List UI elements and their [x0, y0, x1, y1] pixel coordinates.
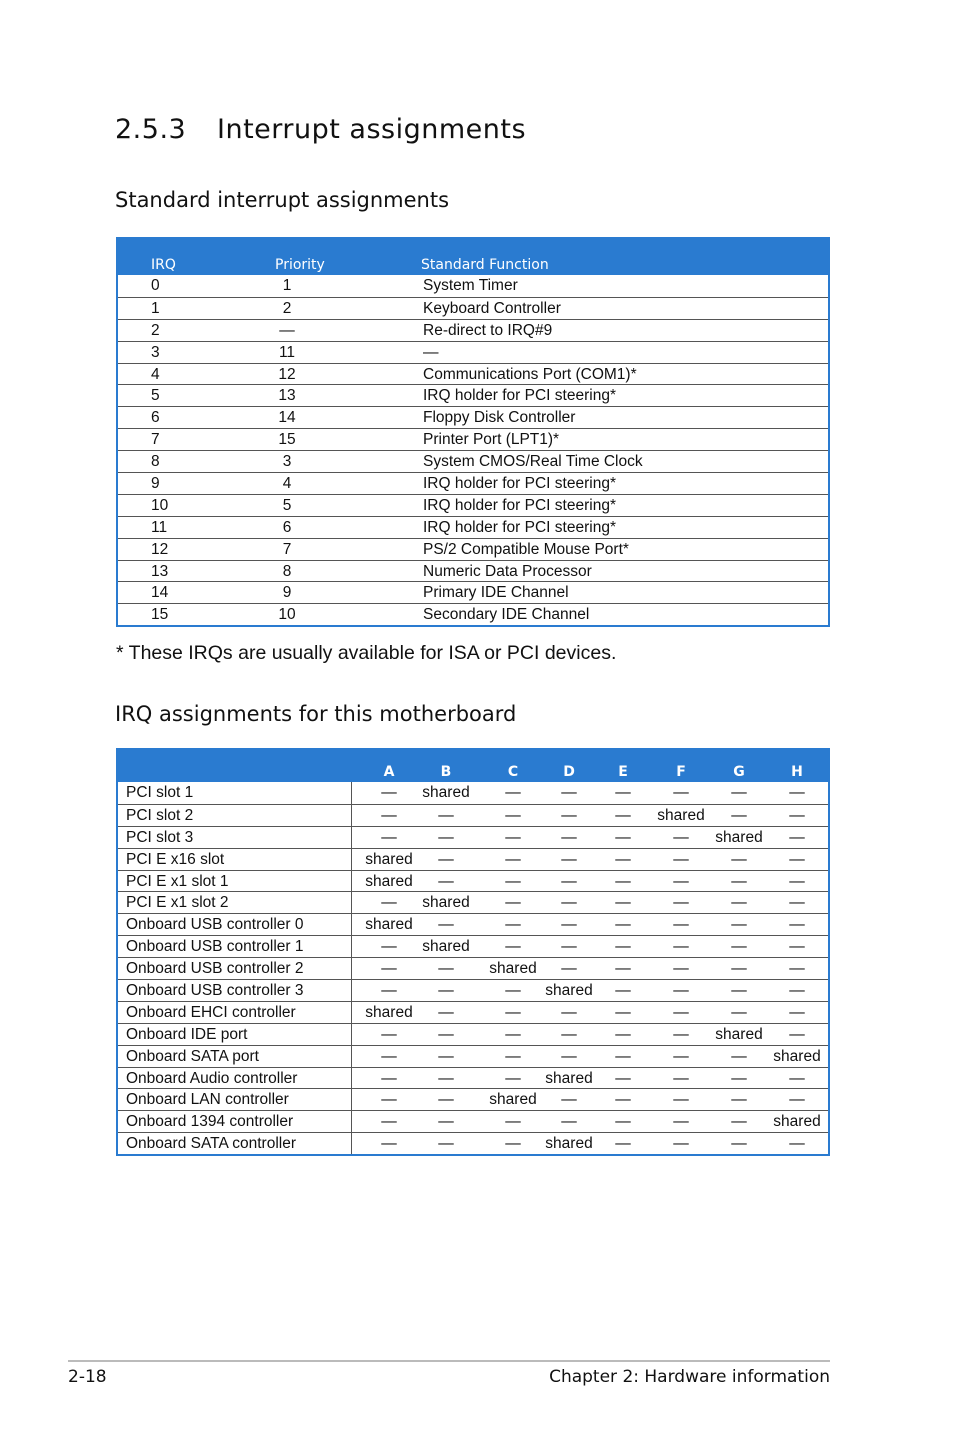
header-priority: Priority	[275, 257, 325, 273]
column-divider	[351, 1068, 352, 1089]
page-number: 2-18	[68, 1367, 107, 1387]
int-cell-d: —	[561, 850, 577, 868]
int-cell-f: —	[673, 916, 689, 934]
device-label: PCI slot 3	[126, 828, 194, 846]
device-label: Onboard EHCI controller	[126, 1003, 296, 1021]
int-cell-d: —	[561, 828, 577, 846]
table-row	[118, 472, 828, 494]
function-cell: Printer Port (LPT1)*	[423, 431, 560, 449]
standard-table-header	[118, 239, 828, 275]
column-divider	[351, 871, 352, 892]
int-cell-b: —	[438, 1025, 454, 1043]
int-cell-e: —	[615, 1091, 631, 1109]
column-divider	[351, 936, 352, 957]
int-cell-g: —	[731, 1135, 747, 1153]
motherboard-table-body	[118, 782, 828, 1154]
int-cell-c: —	[505, 894, 521, 912]
int-cell-c: —	[505, 850, 521, 868]
device-label: PCI E x1 slot 1	[126, 872, 229, 890]
function-cell: IRQ holder for PCI steering*	[423, 518, 616, 536]
header-col-e: E	[618, 764, 628, 780]
function-cell: Re-direct to IRQ#9	[423, 321, 553, 339]
int-cell-f: —	[673, 784, 689, 801]
footer-rule	[68, 1360, 830, 1362]
int-cell-b: —	[438, 850, 454, 868]
priority-cell: 11	[278, 343, 296, 361]
int-cell-h: —	[789, 1069, 805, 1087]
int-cell-e: —	[615, 872, 631, 890]
int-cell-b: —	[438, 982, 454, 1000]
int-cell-g: —	[731, 1091, 747, 1109]
device-label: PCI slot 2	[126, 806, 194, 824]
int-cell-f: shared	[657, 806, 705, 824]
int-cell-f: —	[673, 850, 689, 868]
irq-cell: 11	[151, 518, 168, 536]
table-row	[118, 363, 828, 385]
function-cell: Floppy Disk Controller	[423, 409, 576, 427]
table-row	[118, 913, 828, 935]
int-cell-f: —	[673, 1047, 689, 1065]
int-cell-a: —	[381, 806, 397, 824]
int-cell-g: —	[731, 894, 747, 912]
header-col-a: A	[383, 764, 395, 780]
irq-cell: 6	[151, 409, 160, 427]
int-cell-c: —	[505, 938, 521, 956]
header-col-c: C	[507, 764, 519, 780]
irq-cell: 7	[151, 431, 160, 449]
table-row	[118, 804, 828, 826]
int-cell-c: shared	[489, 960, 537, 978]
table-row	[118, 275, 828, 297]
int-cell-f: —	[673, 938, 689, 956]
device-label: PCI E x16 slot	[126, 850, 225, 868]
int-cell-g: shared	[715, 1025, 763, 1043]
int-cell-d: shared	[545, 1135, 593, 1153]
device-label: Onboard SATA port	[126, 1047, 259, 1065]
int-cell-b: —	[438, 872, 454, 890]
priority-cell: 8	[282, 562, 292, 580]
int-cell-c: —	[505, 916, 521, 934]
int-cell-b: —	[438, 828, 454, 846]
standard-table-body	[118, 275, 828, 625]
column-divider	[351, 1024, 352, 1045]
irq-cell: 14	[151, 584, 169, 602]
int-cell-b: —	[438, 1003, 454, 1021]
motherboard-table-header	[118, 750, 828, 782]
int-cell-d: —	[561, 1047, 577, 1065]
column-divider	[351, 805, 352, 826]
priority-cell: 3	[282, 453, 292, 471]
device-label: Onboard LAN controller	[126, 1091, 289, 1109]
device-label: Onboard SATA controller	[126, 1135, 297, 1153]
int-cell-b: —	[438, 916, 454, 934]
int-cell-c: —	[505, 1113, 521, 1131]
table-row	[118, 848, 828, 870]
int-cell-e: —	[615, 828, 631, 846]
int-cell-a: —	[381, 982, 397, 1000]
table-row	[118, 1045, 828, 1067]
priority-cell: 12	[278, 365, 296, 383]
header-col-h: H	[791, 764, 803, 780]
priority-cell: 2	[282, 299, 292, 317]
irq-cell: 5	[151, 387, 160, 405]
int-cell-f: —	[673, 872, 689, 890]
int-cell-f: —	[673, 1113, 689, 1131]
irq-cell: 15	[151, 606, 169, 624]
int-cell-h: shared	[773, 1047, 821, 1065]
int-cell-d: —	[561, 1091, 577, 1109]
column-divider	[351, 849, 352, 870]
int-cell-a: shared	[365, 872, 413, 890]
int-cell-d: —	[561, 1003, 577, 1021]
int-cell-b: shared	[422, 938, 470, 956]
int-cell-e: —	[615, 1003, 631, 1021]
int-cell-f: —	[673, 1091, 689, 1109]
int-cell-a: —	[381, 1135, 397, 1153]
int-cell-c: —	[505, 1003, 521, 1021]
int-cell-e: —	[615, 982, 631, 1000]
priority-cell: 4	[282, 475, 292, 493]
int-cell-e: —	[615, 850, 631, 868]
column-divider	[351, 1046, 352, 1067]
int-cell-e: —	[615, 806, 631, 824]
priority-cell: 6	[282, 518, 292, 536]
irq-cell: 13	[151, 562, 169, 580]
int-cell-d: —	[561, 1113, 577, 1131]
header-function: Standard Function	[421, 257, 549, 273]
table-row	[118, 1023, 828, 1045]
column-divider	[351, 1002, 352, 1023]
int-cell-g: —	[731, 850, 747, 868]
device-label: Onboard IDE port	[126, 1025, 248, 1043]
table-row	[118, 603, 828, 625]
int-cell-d: —	[561, 784, 577, 801]
section-number: 2.5.3	[115, 114, 187, 145]
int-cell-g: —	[731, 982, 747, 1000]
int-cell-b: —	[438, 1047, 454, 1065]
priority-cell: 13	[278, 387, 296, 405]
int-cell-e: —	[615, 1025, 631, 1043]
int-cell-g: —	[731, 1069, 747, 1087]
table-row	[118, 516, 828, 538]
int-cell-g: —	[731, 938, 747, 956]
int-cell-d: —	[561, 960, 577, 978]
int-cell-e: —	[615, 784, 631, 801]
motherboard-irq-table	[116, 748, 830, 1156]
table-row	[118, 782, 828, 804]
section-title-text: Interrupt assignments	[217, 114, 527, 145]
int-cell-a: —	[381, 1069, 397, 1087]
int-cell-h: —	[789, 1003, 805, 1021]
header-col-d: D	[563, 764, 575, 780]
int-cell-f: —	[673, 828, 689, 846]
int-cell-b: —	[438, 1135, 454, 1153]
column-divider	[351, 892, 352, 913]
int-cell-e: —	[615, 1135, 631, 1153]
column-divider	[351, 980, 352, 1001]
irq-cell: 10	[151, 496, 169, 514]
standard-irq-table	[116, 237, 830, 627]
table-row	[118, 560, 828, 582]
int-cell-f: —	[673, 1069, 689, 1087]
irq-cell: 2	[151, 321, 160, 339]
table-row	[118, 870, 828, 892]
int-cell-c: —	[505, 982, 521, 1000]
function-cell: Secondary IDE Channel	[423, 606, 590, 624]
device-label: PCI E x1 slot 2	[126, 894, 229, 912]
table-row	[118, 1001, 828, 1023]
int-cell-g: —	[731, 784, 747, 801]
int-cell-e: —	[615, 960, 631, 978]
header-col-f: F	[676, 764, 686, 780]
int-cell-b: shared	[422, 894, 470, 912]
int-cell-h: —	[789, 806, 805, 824]
column-divider	[351, 1111, 352, 1132]
int-cell-d: —	[561, 806, 577, 824]
int-cell-c: —	[505, 1135, 521, 1153]
function-cell: IRQ holder for PCI steering*	[423, 496, 616, 514]
irq-cell: 3	[151, 343, 160, 361]
header-col-b: B	[440, 764, 452, 780]
int-cell-b: —	[438, 1091, 454, 1109]
int-cell-g: shared	[715, 828, 763, 846]
table-row	[118, 341, 828, 363]
column-divider	[351, 827, 352, 848]
function-cell: Primary IDE Channel	[423, 584, 569, 602]
int-cell-b: —	[438, 1069, 454, 1087]
int-cell-c: —	[505, 1047, 521, 1065]
table-row	[118, 428, 828, 450]
irq-cell: 9	[151, 475, 160, 493]
device-label: Onboard USB controller 2	[126, 960, 304, 978]
int-cell-b: shared	[422, 784, 470, 801]
int-cell-c: —	[505, 828, 521, 846]
device-label: Onboard USB controller 3	[126, 982, 304, 1000]
int-cell-h: —	[789, 828, 805, 846]
priority-cell: 7	[282, 540, 292, 558]
table-row	[118, 1088, 828, 1110]
int-cell-a: —	[381, 938, 397, 956]
int-cell-f: —	[673, 1003, 689, 1021]
header-col-g: G	[733, 764, 745, 780]
column-divider	[351, 914, 352, 935]
priority-cell: 14	[278, 409, 296, 427]
column-divider	[351, 1089, 352, 1110]
table-row	[118, 297, 828, 319]
int-cell-a: —	[381, 960, 397, 978]
int-cell-h: —	[789, 894, 805, 912]
priority-cell: 9	[282, 584, 292, 602]
int-cell-d: —	[561, 1025, 577, 1043]
column-divider	[351, 1133, 352, 1154]
chapter-title: Chapter 2: Hardware information	[549, 1367, 830, 1387]
function-cell: System CMOS/Real Time Clock	[423, 453, 643, 471]
table-row	[118, 1067, 828, 1089]
priority-cell: —	[279, 321, 295, 339]
int-cell-f: —	[673, 1025, 689, 1043]
int-cell-f: —	[673, 1135, 689, 1153]
int-cell-a: shared	[365, 850, 413, 868]
table-row	[118, 319, 828, 341]
priority-cell: 1	[282, 277, 292, 294]
table-row	[118, 450, 828, 472]
int-cell-h: shared	[773, 1113, 821, 1131]
int-cell-h: —	[789, 960, 805, 978]
table-row	[118, 538, 828, 560]
int-cell-a: —	[381, 894, 397, 912]
table-row	[118, 581, 828, 603]
table-row	[118, 957, 828, 979]
int-cell-f: —	[673, 982, 689, 1000]
int-cell-h: —	[789, 872, 805, 890]
device-label: Onboard USB controller 0	[126, 916, 304, 934]
header-irq: IRQ	[151, 257, 176, 273]
int-cell-a: —	[381, 1047, 397, 1065]
int-cell-h: —	[789, 1135, 805, 1153]
int-cell-c: —	[505, 784, 521, 801]
int-cell-h: —	[789, 850, 805, 868]
irq-cell: 1	[151, 299, 160, 317]
int-cell-h: —	[789, 784, 805, 801]
irq-footnote: * These IRQs are usually available for ISA or PCI devices.	[116, 642, 617, 664]
table-row	[118, 406, 828, 428]
device-label: Onboard 1394 controller	[126, 1113, 294, 1131]
device-label: PCI slot 1	[126, 784, 194, 801]
int-cell-g: —	[731, 806, 747, 824]
int-cell-d: —	[561, 894, 577, 912]
int-cell-h: —	[789, 1025, 805, 1043]
int-cell-e: —	[615, 1069, 631, 1087]
table-row	[118, 826, 828, 848]
int-cell-h: —	[789, 1091, 805, 1109]
device-label: Onboard USB controller 1	[126, 938, 304, 956]
int-cell-e: —	[615, 938, 631, 956]
function-cell: —	[423, 343, 439, 361]
int-cell-d: —	[561, 938, 577, 956]
int-cell-e: —	[615, 1113, 631, 1131]
int-cell-a: —	[381, 1113, 397, 1131]
motherboard-heading: IRQ assignments for this motherboard	[115, 702, 517, 726]
table-row	[118, 1132, 828, 1154]
table-row	[118, 979, 828, 1001]
column-divider	[351, 782, 352, 804]
section-title	[115, 114, 526, 145]
function-cell: Numeric Data Processor	[423, 562, 592, 580]
irq-cell: 4	[151, 365, 160, 383]
function-cell: IRQ holder for PCI steering*	[423, 387, 616, 405]
int-cell-h: —	[789, 916, 805, 934]
int-cell-c: —	[505, 806, 521, 824]
function-cell: IRQ holder for PCI steering*	[423, 475, 616, 493]
int-cell-c: —	[505, 1025, 521, 1043]
int-cell-f: —	[673, 960, 689, 978]
int-cell-d: —	[561, 916, 577, 934]
column-divider	[351, 958, 352, 979]
irq-cell: 12	[151, 540, 169, 558]
int-cell-e: —	[615, 894, 631, 912]
function-cell: System Timer	[423, 277, 518, 294]
int-cell-g: —	[731, 1047, 747, 1065]
int-cell-c: —	[505, 872, 521, 890]
int-cell-b: —	[438, 1113, 454, 1131]
standard-heading: Standard interrupt assignments	[115, 188, 450, 212]
irq-cell: 8	[151, 453, 160, 471]
int-cell-a: —	[381, 1025, 397, 1043]
table-row	[118, 1110, 828, 1132]
int-cell-h: —	[789, 982, 805, 1000]
int-cell-a: —	[381, 784, 397, 801]
int-cell-a: —	[381, 1091, 397, 1109]
function-cell: Keyboard Controller	[423, 299, 561, 317]
int-cell-b: —	[438, 806, 454, 824]
int-cell-g: —	[731, 872, 747, 890]
int-cell-c: —	[505, 1069, 521, 1087]
table-row	[118, 891, 828, 913]
function-cell: PS/2 Compatible Mouse Port*	[423, 540, 629, 558]
table-row	[118, 384, 828, 406]
int-cell-c: shared	[489, 1091, 537, 1109]
int-cell-a: shared	[365, 1003, 413, 1021]
int-cell-d: shared	[545, 982, 593, 1000]
irq-cell: 0	[151, 277, 160, 294]
priority-cell: 15	[278, 431, 296, 449]
table-row	[118, 494, 828, 516]
int-cell-d: shared	[545, 1069, 593, 1087]
int-cell-f: —	[673, 894, 689, 912]
int-cell-a: shared	[365, 916, 413, 934]
int-cell-g: —	[731, 960, 747, 978]
table-row	[118, 935, 828, 957]
int-cell-a: —	[381, 828, 397, 846]
int-cell-g: —	[731, 1003, 747, 1021]
priority-cell: 10	[278, 606, 296, 624]
int-cell-g: —	[731, 1113, 747, 1131]
int-cell-e: —	[615, 1047, 631, 1065]
priority-cell: 5	[282, 496, 292, 514]
int-cell-h: —	[789, 938, 805, 956]
int-cell-g: —	[731, 916, 747, 934]
device-label: Onboard Audio controller	[126, 1069, 298, 1087]
int-cell-e: —	[615, 916, 631, 934]
int-cell-b: —	[438, 960, 454, 978]
function-cell: Communications Port (COM1)*	[423, 365, 637, 383]
int-cell-d: —	[561, 872, 577, 890]
